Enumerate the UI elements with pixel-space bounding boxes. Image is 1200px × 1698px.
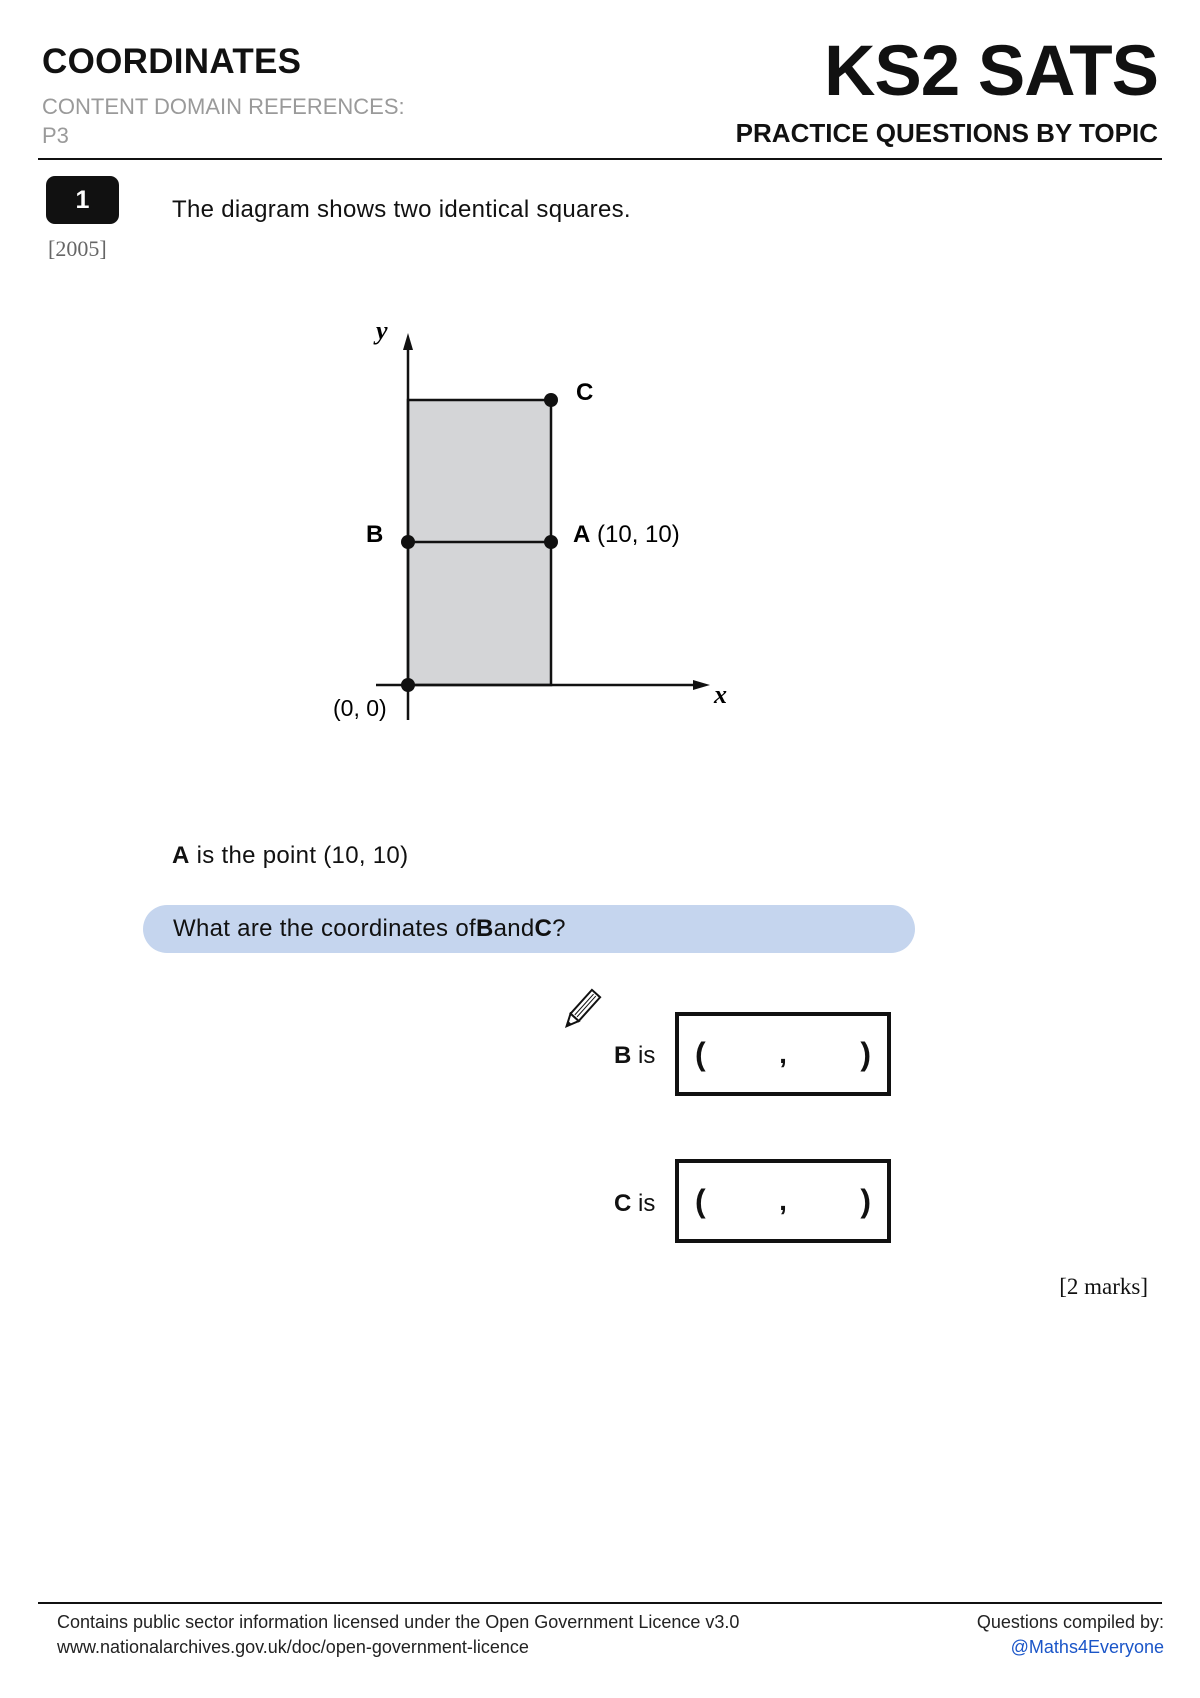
answer-c-close-paren: )	[860, 1182, 871, 1219]
content-domain-label: CONTENT DOMAIN REFERENCES:	[42, 94, 405, 119]
point-a-letter: A	[573, 521, 591, 548]
answer-c-is: is	[631, 1190, 656, 1217]
point-b-dot	[401, 535, 415, 549]
answer-c-label	[614, 1190, 655, 1218]
licence-line-1: Contains public sector information licensed under the Open Government Licence v3.0	[57, 1612, 740, 1632]
brand-title: KS2 SATS	[824, 32, 1158, 111]
prompt-start: What are the coordinates of	[173, 915, 476, 942]
point-c-label: C	[576, 379, 594, 406]
fact-point-a: A	[172, 842, 190, 869]
point-a-label	[573, 521, 680, 548]
content-domain-code: P3	[42, 123, 69, 148]
origin-dot	[401, 678, 415, 692]
answer-c-open-paren: (	[695, 1182, 706, 1219]
question-fact	[172, 842, 408, 870]
licence-link[interactable]: www.nationalarchives.gov.uk/doc/open-government-licence	[57, 1637, 529, 1657]
point-a-coords: (10, 10)	[590, 521, 680, 548]
compiled-by	[977, 1610, 1164, 1660]
question-number-badge: 1	[46, 176, 119, 224]
answer-b-box[interactable]	[675, 1012, 891, 1096]
compiled-by-label: Questions compiled by:	[976, 1612, 1164, 1632]
coordinate-diagram	[0, 0, 1200, 800]
x-axis-arrow	[693, 680, 710, 690]
y-axis-label: y	[376, 316, 388, 345]
question-intro: The diagram shows two identical squares.	[172, 196, 631, 223]
prompt-c: C	[534, 915, 553, 942]
answer-b-letter: B	[614, 1042, 632, 1069]
pencil-icon	[560, 988, 602, 1034]
licence-notice	[57, 1610, 739, 1660]
y-axis-arrow	[403, 333, 413, 350]
topic-title: COORDINATES	[42, 42, 302, 81]
point-c-dot	[544, 393, 558, 407]
author-handle-link[interactable]: @Maths4Everyone	[1010, 1637, 1164, 1657]
footer-divider	[38, 1602, 1162, 1604]
point-a-dot	[544, 535, 558, 549]
brand-subtitle: PRACTICE QUESTIONS BY TOPIC	[735, 118, 1158, 148]
prompt-end: ?	[552, 915, 566, 942]
answer-b-open-paren: (	[695, 1035, 706, 1072]
answer-c-letter: C	[614, 1190, 632, 1217]
question-year: [2005]	[48, 236, 107, 261]
answer-b-label	[614, 1042, 655, 1070]
fact-text: is the point (10, 10)	[189, 842, 409, 869]
prompt-and: and	[493, 915, 535, 942]
marks-label: [2 marks]	[1059, 1274, 1148, 1299]
question-prompt	[143, 905, 915, 953]
origin-label: (0, 0)	[333, 695, 387, 721]
answer-b-is: is	[631, 1042, 656, 1069]
x-axis-label: x	[714, 680, 727, 709]
prompt-b: B	[475, 915, 494, 942]
answer-b-comma: ,	[779, 1038, 787, 1069]
answer-c-comma: ,	[779, 1185, 787, 1216]
answer-b-close-paren: )	[860, 1035, 871, 1072]
answer-c-box[interactable]	[675, 1159, 891, 1243]
point-b-label: B	[366, 521, 384, 548]
